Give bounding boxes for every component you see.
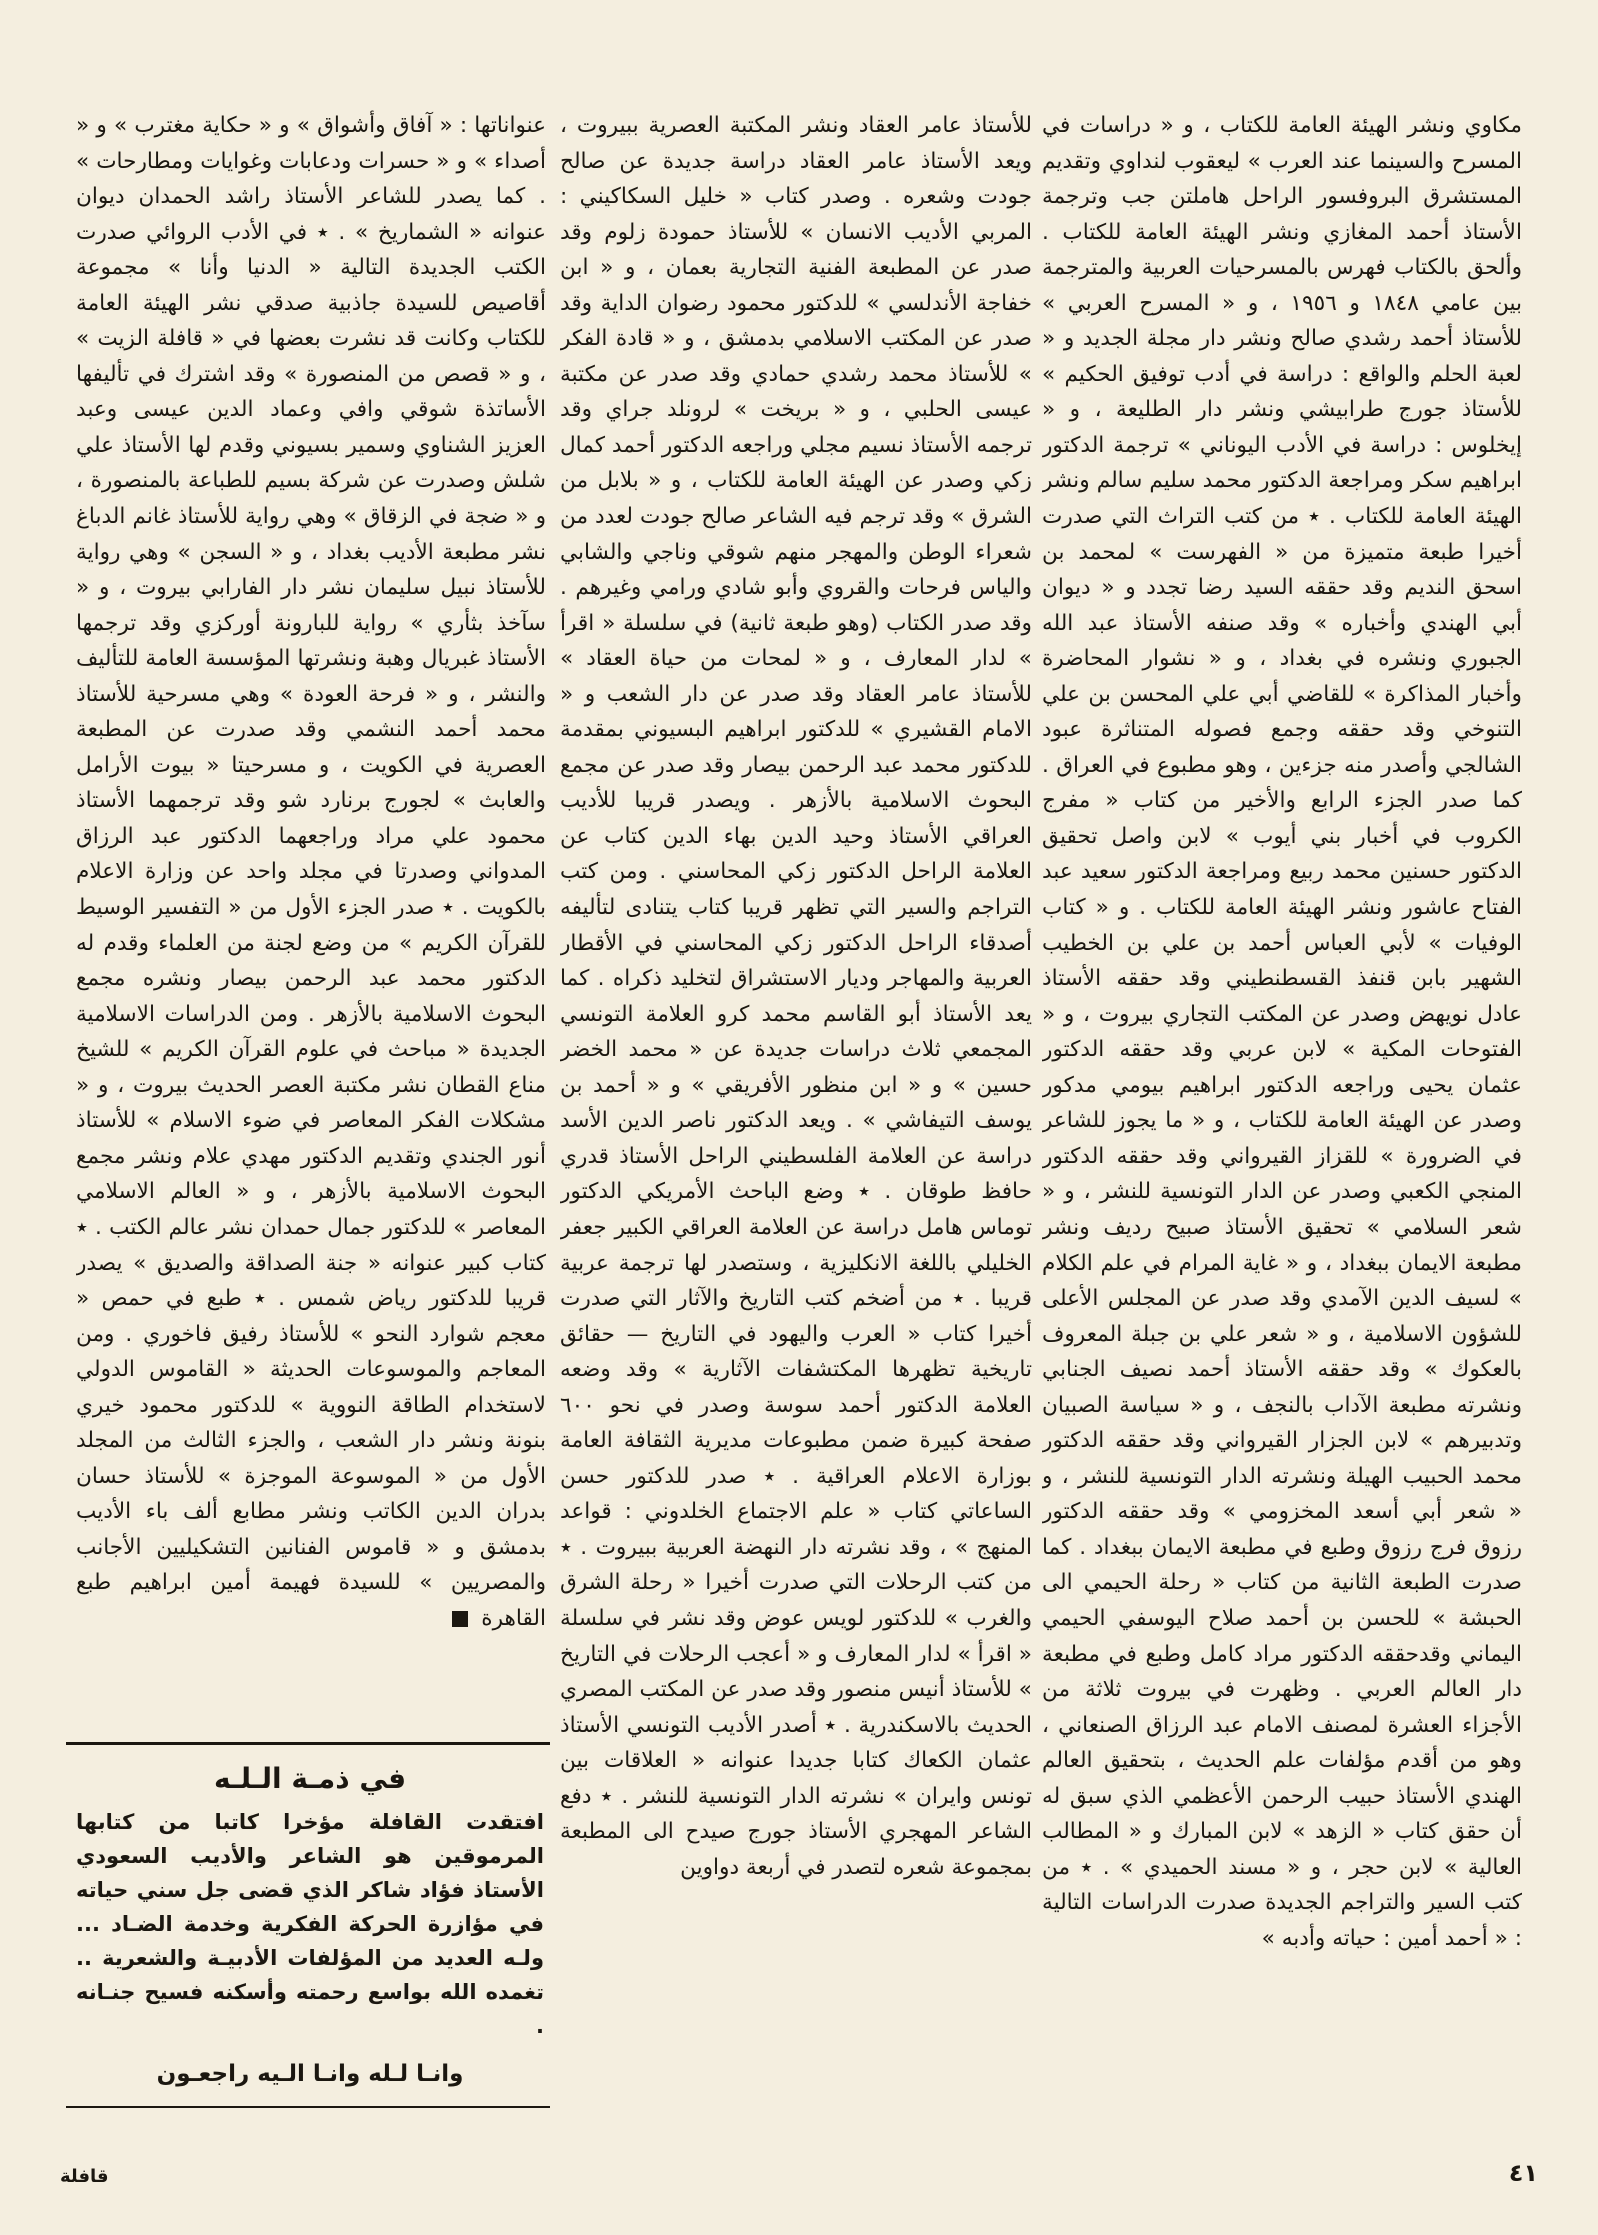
article-column-left bbox=[76, 108, 546, 1740]
end-of-article-square-icon bbox=[452, 1611, 468, 1627]
column-text-left bbox=[76, 108, 546, 1637]
column-text-right: مكاوي ونشر الهيئة العامة للكتاب ، و « دراسات في المسرح والسينما عند العرب » ليعقوب لنداوي وتقديم المستشرق البروفسور الراحل هاملتن جب وترجمة الأستاذ أحمد المغازي ونشر الهيئة العامة للكتاب . وألحق بالكتاب فهرس بالمسرحيات العربية والمترجمة بين عامي ١٨٤٨ و ١٩٥٦ ، و « المسرح العربي » للأستاذ أحمد رشدي صالح ونشر دار مجلة الجديد و « لعبة الحلم والواقع : دراسة في أدب توفيق الحكيم » للأستاذ جورج طرابيشي ونشر دار الطليعة ، و « إيخلوس : دراسة في الأدب اليوناني » ترجمة الدكتور ابراهيم سكر ومراجعة الدكتور محمد سليم سالم ونشر الهيئة العامة للكتاب . ٭ من كتب التراث التي صدرت أخيرا طبعة متميزة من « الفهرست » لمحمد بن اسحق النديم وقد حققه السيد رضا تجدد و « ديوان أبي الهندي وأخباره » وقد صنفه الأستاذ عبد الله الجبوري ونشره في بغداد ، و « نشوار المحاضرة وأخبار المذاكرة » للقاضي أبي علي المحسن بن علي التنوخي وقد حققه وجمع فصوله المتناثرة عبود الشالجي وأصدر منه جزءين ، وهو مطبوع في العراق . كما صدر الجزء الرابع والأخير من كتاب « مفرج الكروب في أخبار بني أيوب » لابن واصل تحقيق الدكتور حسنين محمد ربيع ومراجعة الدكتور سعيد عبد الفتاح عاشور ونشر الهيئة العامة للكتاب . و « كتاب الوفيات » لأبي العباس أحمد بن علي بن الخطيب الشهير بابن قنفذ القسطنطيني وقد حققه الأستاذ عادل نويهض وصدر عن المكتب التجاري بيروت ، و « الفتوحات المكية » لابن عربي وقد حققه الدكتور عثمان يحيى وراجعه الدكتور ابراهيم بيومي مدكور وصدر عن الهيئة العامة للكتاب ، و « ما يجوز للشاعر في الضرورة » للقزاز القيرواني وقد حققه الدكتور المنجي الكعبي وصدر عن الدار التونسية للنشر ، و « شعر السلامي » تحقيق الأستاذ صبيح رديف ونشر مطبعة الايمان ببغداد ، و « غاية المرام في علم الكلام » لسيف الدين الآمدي وقد صدر عن المجلس الأعلى للشؤون الاسلامية ، و « شعر علي بن جبلة المعروف بالعكوك » وقد حققه الأستاذ أحمد نصيف الجنابي ونشرته مطبعة الآداب بالنجف ، و « سياسة الصبيان وتدبيرهم » لابن الجزار القيرواني وقد حققه الدكتور محمد الحبيب الهيلة ونشرته الدار التونسية للنشر ، و « شعر أبي أسعد المخزومي » وقد حققه الدكتور رزوق فرج رزوق وطبع في مطبعة الايمان ببغداد . كما صدرت الطبعة الثانية من كتاب « رحلة الحيمي الى الحبشة » للحسن بن أحمد صلاح اليوسفي الحيمي اليماني وقدحققه الدكتور مراد كامل وطبع في مطبعة دار العالم العربي . وظهرت في بيروت ثلاثة من الأجزاء العشرة لمصنف الامام عبد الرزاق الصنعاني ، وهو من أقدم مؤلفات علم الحديث ، بتحقيق العالم الهندي الأستاذ حبيب الرحمن الأعظمي الذي سبق له أن حقق كتاب « الزهد » لابن المبارك و « المطالب العالية » لابن حجر ، و « مسند الحميدي » . ٭ من كتب السير والتراجم الجديدة صدرت الدراسات التالية : « أحمد أمين : حياته وأدبه » bbox=[1042, 113, 1522, 1951]
article-column-middle bbox=[560, 108, 1032, 2108]
obituary-box bbox=[76, 1762, 544, 2094]
obituary-body: افتقدت القافلة مؤخرا كاتبا من كتابها المرموقين هو الشاعر والأديب السعودي الأستاذ فؤاد شاكر الذي قضى جل سني حياته في مؤازرة الحركة الفكرية وخدمة الضـاد ... ولـه العديد من المؤلفات الأدبيـة والشعرية .. تغمده الله بواسع رحمته وأسكنه فسيح جنـانه . bbox=[76, 1810, 544, 2038]
obituary-bottom-rule bbox=[66, 2106, 550, 2108]
page-number: ٤١ bbox=[1508, 2159, 1538, 2187]
article-column-right bbox=[1042, 108, 1522, 2108]
obituary-closing: وانـا لـله وانـا الـيه راجعـون bbox=[156, 2061, 464, 2087]
magazine-name: قافلة bbox=[60, 2166, 109, 2187]
column-text-left-body: عنواناتها : « آفاق وأشواق » و « حكاية مغترب » و « أصداء » و « حسرات ودعابات وغوايات ومطارحات » . كما يصدر للشاعر الأستاذ راشد الحمدان ديوان عنوانه « الشماريخ » . ٭ في الأدب الروائي صدرت الكتب الجديدة التالية « الدنيا وأنا » مجموعة أقاصيص للسيدة جاذبية صدقي نشر الهيئة العامة للكتاب وكانت قد نشرت بعضها في « قافلة الزيت » ، و « قصص من المنصورة » وقد اشترك في تأليفها الأساتذة شوقي وافي وعماد الدين عيسى وعبد العزيز الشناوي وسمير بسيوني وقدم لها الأستاذ علي شلش وصدرت عن شركة بسيم للطباعة بالمنصورة ، و « ضجة في الزقاق » وهي رواية للأستاذ غانم الدباغ نشر مطبعة الأديب بغداد ، و « السجن » وهي رواية للأستاذ نبيل سليمان نشر دار الفارابي بيروت ، و « سآخذ بثأري » رواية للبارونة أوركزي وقد ترجمها الأستاذ غبريال وهبة ونشرتها المؤسسة العامة للتأليف والنشر ، و « فرحة العودة » وهي مسرحية للأستاذ محمد أحمد النشمي وقد صدرت عن المطبعة العصرية في الكويت ، و مسرحيتا « بيوت الأرامل والعابث » لجورج برنارد شو وقد ترجمهما الأستاذ محمود علي مراد وراجعهما الدكتور عبد الرزاق المدواني وصدرتا في مجلد واحد عن وزارة الاعلام بالكويت . ٭ صدر الجزء الأول من « التفسير الوسيط للقرآن الكريم » من وضع لجنة من العلماء وقدم له الدكتور محمد عبد الرحمن بيصار ونشره مجمع البحوث الاسلامية بالأزهر . ومن الدراسات الاسلامية الجديدة « مباحث في علوم القرآن الكريم » للشيخ مناع القطان نشر مكتبة العصر الحديث بيروت ، و « مشكلات الفكر المعاصر في ضوء الاسلام » للأستاذ أنور الجندي وتقديم الدكتور مهدي علام ونشر مجمع البحوث الاسلامية بالأزهر ، و « العالم الاسلامي المعاصر » للدكتور جمال حمدان نشر عالم الكتب . ٭ كتاب كبير عنوانه « جنة الصداقة والصديق » يصدر قريبا للدكتور رياض شمس . ٭ طبع في حمص « معجم شوارد النحو » للأستاذ رفيق فاخوري . ومن المعاجم والموسوعات الحديثة « القاموس الدولي لاستخدام الطاقة النووية » للدكتور محمود خيري بنونة ونشر دار الشعب ، والجزء الثالث من المجلد الأول من « الموسوعة الموجزة » للأستاذ حسان بدران الدين الكاتب ونشر مطابع ألف باء الأديب بدمشق و « قاموس الفنانين التشكيليين الأجانب والمصريين » للسيدة فهيمة أمين ابراهيم طبع القاهرة bbox=[76, 113, 546, 1631]
obituary-top-rule bbox=[66, 1742, 550, 1745]
obituary-heading: في ذمـة الـلـه bbox=[213, 1762, 407, 1795]
column-text-middle: للأستاذ عامر العقاد ونشر المكتبة العصرية ببيروت ، ويعد الأستاذ عامر العقاد دراسة جديدة عن صالح جودت وشعره . وصدر كتاب « خليل السكاكيني : المربي الأديب الانسان » للأستاذ حمودة زلوم وقد صدر عن المطبعة الفنية التجارية بعمان ، و « ابن خفاجة الأندلسي » للدكتور محمود رضوان الداية وقد صدر عن المكتب الاسلامي بدمشق ، و « قادة الفكر » للأستاذ محمد رشدي حمادي وقد صدر عن مكتبة عيسى الحلبي ، و « بريخت » لرونلد جراي وقد ترجمه الأستاذ نسيم مجلي وراجعه الدكتور أحمد كمال زكي وصدر عن الهيئة العامة للكتاب ، و « بلابل من الشرق » وقد ترجم فيه الشاعر صالح جودت لعدد من شعراء الوطن والمهجر منهم شوقي وناجي والشابي والياس فرحات والقروي وأبو شادي ورامي وغيرهم . وقد صدر الكتاب (وهو طبعة ثانية) في سلسلة « اقرأ » لدار المعارف ، و « لمحات من حياة العقاد » للأستاذ عامر العقاد وقد صدر عن دار الشعب و « الامام القشيري » للدكتور ابراهيم البسيوني بمقدمة للدكتور محمد عبد الرحمن بيصار وقد صدر عن مجمع البحوث الاسلامية بالأزهر . ويصدر قريبا للأديب العراقي الأستاذ وحيد الدين بهاء الدين كتاب عن العلامة الراحل الدكتور زكي المحاسني . ومن كتب التراجم والسير التي تظهر قريبا كتاب يتنادى لتأليفه أصدقاء الراحل الدكتور زكي المحاسني في الأقطار العربية والمهاجر وديار الاستشراق لتخليد ذكراه . كما يعد الأستاذ أبو القاسم محمد كرو العلامة التونسي المجمعي ثلاث دراسات جديدة عن « محمد الخضر حسين » و « ابن منظور الأفريقي » و « أحمد بن يوسف التيفاشي » . ويعد الدكتور ناصر الدين الأسد دراسة عن العلامة الفلسطيني الراحل الأستاذ قدري حافظ طوقان . ٭ وضع الباحث الأمريكي الدكتور توماس هامل دراسة عن العلامة العراقي الكبير جعفر الخليلي باللغة الانكليزية ، وستصدر لها ترجمة عربية قريبا . ٭ من أضخم كتب التاريخ والآثار التي صدرت أخيرا كتاب « العرب واليهود في التاريخ — حقائق تاريخية تظهرها المكتشفات الآثارية » وقد وضعه العلامة الدكتور أحمد سوسة وصدر في نحو ٦٠٠ صفحة كبيرة ضمن مطبوعات مديرية الثقافة العامة بوزارة الاعلام العراقية . ٭ صدر للدكتور حسن الساعاتي كتاب « علم الاجتماع الخلدوني : قواعد المنهج » ، وقد نشرته دار النهضة العربية ببيروت . ٭ من كتب الرحلات التي صدرت أخيرا « رحلة الشرق والغرب » للدكتور لويس عوض وقد نشر في سلسلة « اقرأ » لدار المعارف و « أعجب الرحلات في التاريخ » للأستاذ أنيس منصور وقد صدر عن المكتب المصري الحديث بالاسكندرية . ٭ أصدر الأديب التونسي الأستاذ عثمان الكعاك كتابا جديدا عنوانه « العلاقات بين تونس وايران » نشرته الدار التونسية للنشر . ٭ دفع الشاعر المهجري الأستاذ جورج صيدح الى المطبعة بمجموعة شعره لتصدر في أربعة دواوين bbox=[560, 113, 1032, 1880]
